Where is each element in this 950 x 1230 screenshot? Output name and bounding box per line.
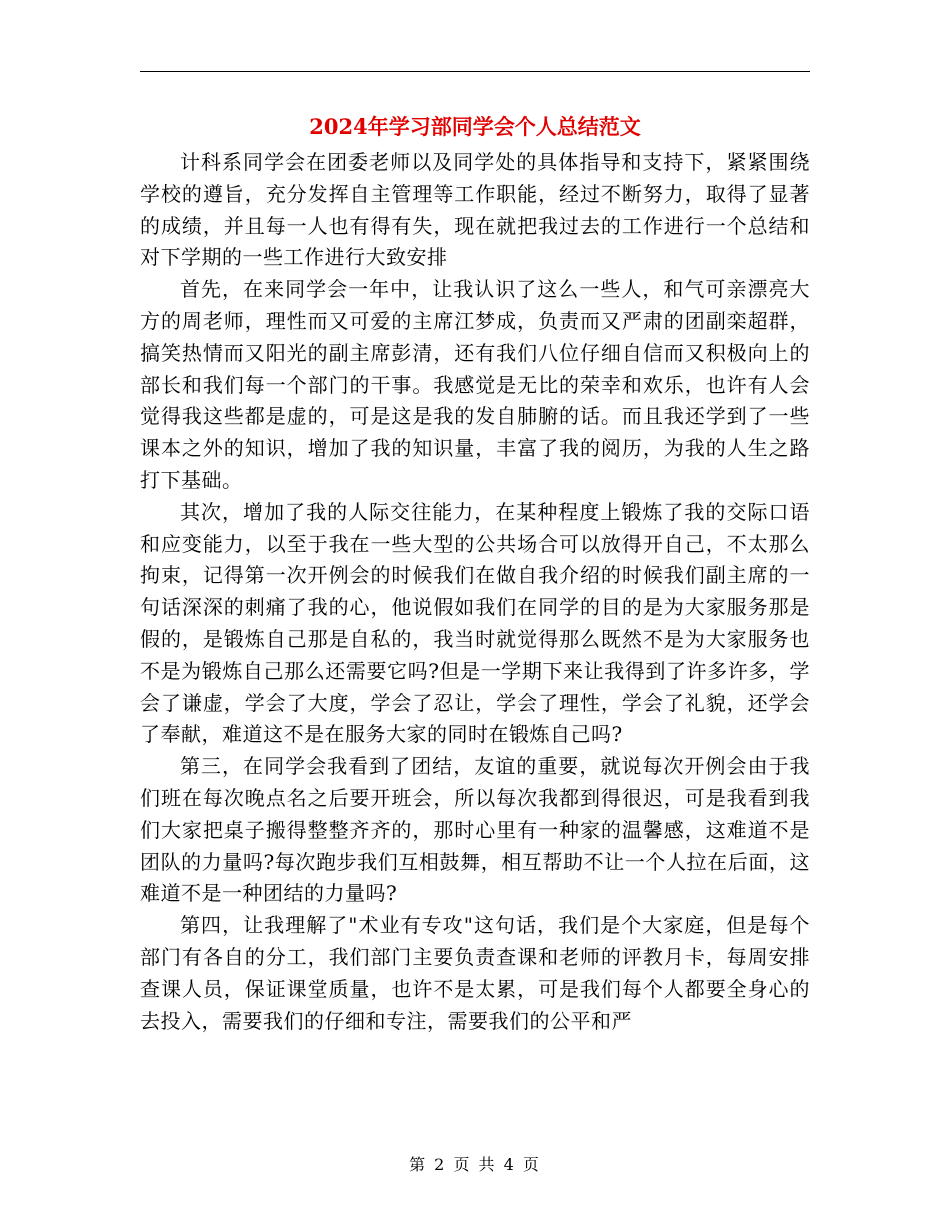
page-number-footer: 第 2 页 共 4 页 [409,1155,541,1174]
paragraph-third: 第三，在同学会我看到了团结，友谊的重要，就说每次开例会由于我们班在每次晚点名之后要开班会，所以每次我都到得很迟，可是我看到我们大家把桌子搬得整整齐齐的，那时心里有一种家的温馨感，这难道不是团队的力量吗?每次跑步我们互相鼓舞，相互帮助不让一个人拉在后面，这难道不是一种团结的力量吗? [140,754,810,906]
document-body [140,147,810,1037]
document-title: 2024年学习部同学会个人总结范文 [309,114,641,139]
paragraph-first: 首先，在来同学会一年中，让我认识了这么一些人，和气可亲漂亮大方的周老师，理性而又可爱的主席江梦成，负责而又严肃的团副栾超群，搞笑热情而又阳光的副主席彭清，还有我们八位仔细自信而又积极向上的部长和我们每一个部门的干事。我感觉是无比的荣幸和欢乐，也许有人会觉得我这些都是虚的，可是这是我的发自肺腑的话。而且我还学到了一些课本之外的知识，增加了我的知识量，丰富了我的阅历，为我的人生之路打下基础。 [140,277,810,492]
paragraph-intro: 计科系同学会在团委老师以及同学处的具体指导和支持下，紧紧围绕学校的遵旨，充分发挥自主管理等工作职能，经过不断努力，取得了显著的成绩，并且每一人也有得有失，现在就把我过去的工作进行一个总结和对下学期的一些工作进行大致安排 [140,150,810,270]
paragraph-second: 其次，增加了我的人际交往能力，在某种程度上锻炼了我的交际口语和应变能力，以至于我在一些大型的公共场合可以放得开自己，不太那么拘束，记得第一次开例会的时候我们在做自我介绍的时候我们副主席的一句话深深的刺痛了我的心，他说假如我们在同学的目的是为大家服务那是假的，是锻炼自己那是自私的，我当时就觉得那么既然不是为大家服务也不是为锻炼自己那么还需要它吗?但是一学期下来让我得到了许多许多，学会了谦虚，学会了大度，学会了忍让，学会了理性，学会了礼貌，还学会了奉献，难道这不是在服务大家的同时在锻炼自己吗? [140,499,810,747]
header-rule [140,71,810,72]
paragraph-fourth: 第四，让我理解了"术业有专攻"这句话，我们是个大家庭，但是每个部门有各自的分工，我们部门主要负责查课和老师的评教月卡，每周安排查课人员，保证课堂质量，也许不是太累，可是我们每个人都要全身心的去投入，需要我们的仔细和专注，需要我们的公平和严 [140,913,810,1033]
